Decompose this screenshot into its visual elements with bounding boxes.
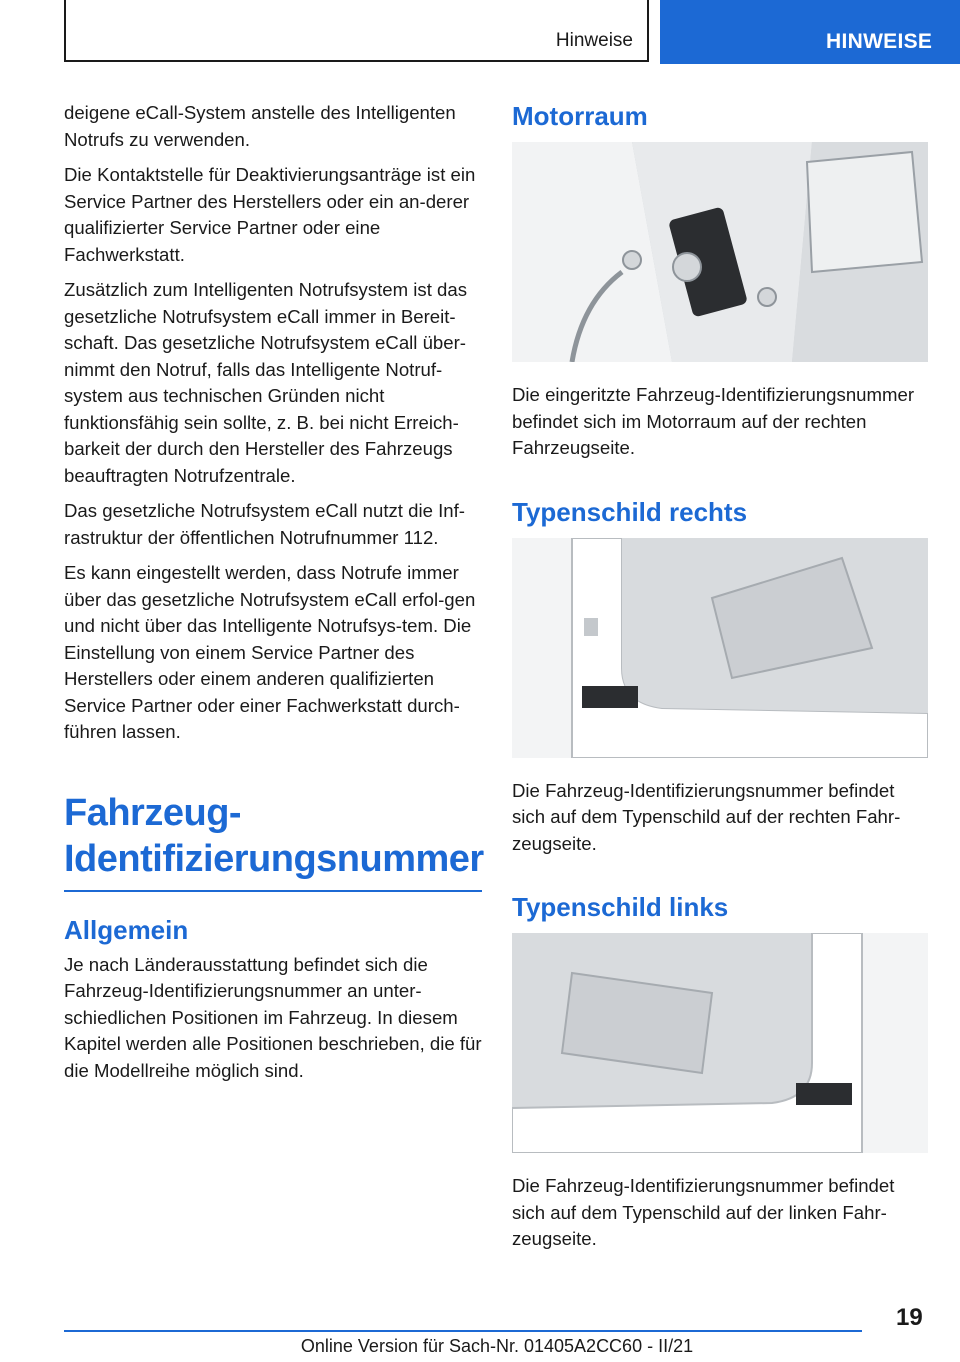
page-number: 19 bbox=[896, 1304, 923, 1331]
left-column bbox=[64, 100, 482, 1093]
header-chapter-tab bbox=[660, 0, 960, 64]
section-heading-motorraum: Motorraum bbox=[512, 101, 648, 131]
body-paragraph: Je nach Länderausstattung befindet sich die Fahrzeug-Identifizierungsnummer an unter-schiedlichen Positionen im Fahrzeug. In diesem Kapitel werden alle Positionen beschrieben, die für die Modellreihe möglich sind. bbox=[64, 953, 482, 1081]
door-sill-right-illustration bbox=[512, 538, 928, 758]
footer-version-text: Online Version für Sach-Nr. 01405A2CC60 - II/21 bbox=[300, 1336, 694, 1356]
section-heading-typenschild-rechts: Typenschild rechts bbox=[512, 496, 748, 527]
body-paragraph: Zusätzlich zum Intelligenten Notrufsystem ist das gesetzliche Notrufsystem eCall immer in Bereit-schaft. Das gesetzliche Notrufsystem eCall über-nimmt den Notruf, falls das Intelligente Notruf-system aus technischen Gründen nicht funktionsfähig sein sollte, z. B. bei nicht Erreich-barkeit der durch den Hersteller des Fahrzeugs beauftragten Notrufzentrale. bbox=[64, 279, 468, 486]
footer-divider bbox=[64, 1330, 862, 1332]
section-heading-allgemein: Allgemein bbox=[64, 914, 189, 945]
engine-bay-illustration bbox=[512, 142, 928, 362]
body-paragraph: Das gesetzliche Notrufsystem eCall nutzt die Inf-rastruktur der öffentlichen Notrufnummer 112. bbox=[64, 500, 465, 548]
door-sill-left-illustration bbox=[512, 933, 928, 1153]
figure-caption: Die eingeritzte Fahrzeug-Identifizierungsnummer befindet sich im Motorraum auf der rechten Fahrzeugseite. bbox=[512, 384, 915, 458]
body-paragraph: Es kann eingestellt werden, dass Notrufe immer über das gesetzliche Notrufsystem eCall erfol-gen und nicht über das Intelligente Notrufsys-tem. Die Einstellung von einem Service Partner des Herstellers oder einem anderen qualifizierten Service Partner oder einer Fachwerkstatt durch-führen lassen. bbox=[64, 562, 476, 742]
right-column bbox=[512, 100, 930, 1253]
header-section-title: Hinweise bbox=[555, 30, 633, 51]
body-paragraph: Die Kontaktstelle für Deaktivierungsanträge ist ein Service Partner des Herstellers oder ein an-derer qualifizierter Service Partner oder eine Fachwerkstatt. bbox=[64, 164, 476, 265]
header-chapter-title: HINWEISE bbox=[826, 30, 933, 53]
section-heading-typenschild-links: Typenschild links bbox=[512, 892, 729, 922]
chapter-heading: Fahrzeug-Identifizierungsnummer bbox=[64, 791, 484, 880]
figure-caption: Die Fahrzeug-Identifizierungsnummer befindet sich auf dem Typenschild auf der rechten Fahr-zeugseite. bbox=[512, 779, 901, 854]
header-section-box bbox=[64, 0, 649, 62]
body-paragraph: deigene eCall-System anstelle des Intelligenten Notrufs zu verwenden. bbox=[64, 102, 456, 150]
figure-caption: Die Fahrzeug-Identifizierungsnummer befindet sich auf dem Typenschild auf der linken Fahr-zeugseite. bbox=[512, 1175, 895, 1249]
heading-divider bbox=[64, 890, 482, 892]
